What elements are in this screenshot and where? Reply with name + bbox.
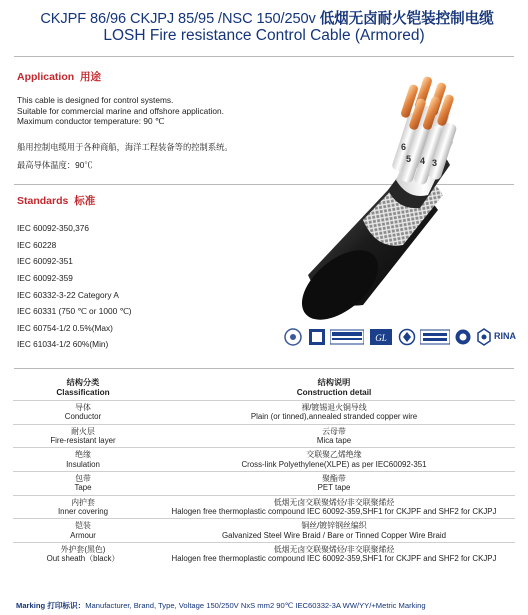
classification-en: Conductor — [64, 412, 102, 422]
header-detail-en: Construction detail — [296, 387, 372, 397]
classification-cell — [13, 448, 153, 472]
detail-en: Plain (or tinned),annealed stranded copper wire — [250, 412, 418, 422]
detail-cn: 聚酯带 — [322, 474, 346, 483]
core-label: 5 — [406, 154, 412, 164]
header-classification-cn: 结构分类 — [66, 378, 100, 388]
page-subtitle: LOSH Fire resistance Control Cable (Armored) — [103, 27, 425, 44]
application-line-cn: 船用控制电缆用于各种商船，海洋工程装备等的控制系统。 — [17, 142, 233, 152]
classification-cn: 外护套(黑色) — [60, 545, 106, 555]
table-row — [13, 448, 515, 472]
table-header-classification — [13, 375, 153, 401]
gl-logo-icon — [370, 327, 392, 347]
table-row — [13, 472, 515, 496]
classification-cell — [13, 495, 153, 519]
classification-cn: 内护套 — [71, 497, 95, 507]
standard-item: IEC 60754-1/2 0.5%(Max) — [17, 323, 113, 333]
ccs-logo-icon — [282, 327, 304, 347]
title-chinese: 低烟无卤耐火铠装控制电缆 — [319, 11, 494, 27]
table-row — [13, 495, 515, 519]
classification-cn: 耐火层 — [71, 426, 95, 436]
table-header-row — [13, 375, 515, 401]
classification-cn: 导体 — [75, 402, 91, 412]
core-label: 3 — [432, 158, 438, 168]
detail-en: Mica tape — [316, 436, 352, 446]
classification-cell — [13, 472, 153, 496]
application-line: Suitable for commercial marine and offshore application. — [17, 105, 224, 116]
classification-cn: 绝缘 — [75, 450, 91, 460]
detail-cell — [153, 448, 515, 472]
standards-heading-en: Standards — [17, 195, 69, 207]
detail-cn: 裸/镀锡退火铜导线 — [301, 402, 367, 412]
classification-cell — [13, 401, 153, 425]
classification-cn: 包带 — [75, 474, 91, 483]
table-row — [13, 424, 515, 448]
classification-en: Fire-resistant layer — [50, 436, 116, 446]
standard-item: IEC 60331 (750 ℃ or 1000 ℃) — [17, 306, 132, 316]
application-heading-cn: 用途 — [80, 71, 102, 83]
header-classification-en: Classification — [56, 387, 110, 397]
core-label: 4 — [420, 156, 426, 166]
application-line: Maximum conductor temperature: 90 ℃ — [17, 116, 165, 127]
lr-logo-icon — [308, 327, 326, 347]
lloyds-register-logo-icon — [420, 327, 450, 347]
gl-logo-text: GL — [375, 333, 387, 343]
abs-logo-icon — [330, 327, 364, 347]
header-detail-cn: 结构说明 — [317, 378, 351, 388]
standard-item: IEC 60092-351 — [17, 256, 73, 266]
application-heading — [17, 69, 101, 84]
detail-cn: 低烟无卤交联聚烯烃/非交联聚烯烃 — [273, 545, 395, 555]
detail-en: Galvanized Steel Wire Braid / Bare or Tinned Copper Wire Braid — [221, 530, 447, 540]
classification-en: Inner covering — [57, 507, 108, 517]
detail-cell — [153, 401, 515, 425]
detail-cn: 交联聚乙烯绝缘 — [306, 450, 362, 460]
application-line-cn: 最高导体温度：90℃ — [17, 160, 93, 170]
rina-label: RINA — [494, 331, 516, 341]
detail-en: Cross-link Polyethylene(XLPE) as per IEC60092-351 — [241, 459, 427, 469]
detail-cell — [153, 424, 515, 448]
core-label: 6 — [401, 142, 407, 152]
detail-cn: 铜丝/镀锌钢丝编织 — [301, 521, 367, 531]
classification-en: Insulation — [66, 459, 100, 469]
table-header-detail — [153, 375, 515, 401]
standard-item: IEC 60092-359 — [17, 273, 73, 283]
rina-logo-icon — [476, 327, 492, 347]
application-text — [17, 95, 224, 127]
detail-cell — [153, 519, 515, 543]
title-model-codes: CKJPF 86/96 CKJPJ 85/95 /NSC 150/250v — [40, 11, 316, 27]
divider — [14, 368, 514, 369]
table-row — [13, 401, 515, 425]
table-row — [13, 543, 515, 566]
classification-cn: 铠装 — [75, 521, 91, 531]
page-title — [12, 7, 522, 28]
kr-logo-icon — [454, 327, 472, 347]
marking-text: Manufacturer, Brand, Type, Voltage 150/250V NxS mm2 90℃ IEC60332-3A WW/YY/+Metric Marking — [85, 601, 426, 610]
standard-item: IEC 61034-1/2 60%(Min) — [17, 339, 109, 349]
detail-cell — [153, 472, 515, 496]
detail-cell — [153, 495, 515, 519]
detail-cn: 云母带 — [322, 426, 346, 436]
marking-line — [16, 600, 426, 611]
standards-heading — [17, 193, 95, 208]
application-heading-en: Application — [17, 71, 75, 83]
bv-logo-icon — [398, 327, 416, 347]
detail-en: PET tape — [317, 483, 351, 493]
standard-item: IEC 60228 — [17, 240, 57, 250]
detail-cn: 低烟无卤交联聚烯烃/非交联聚烯烃 — [273, 497, 395, 507]
detail-cell — [153, 543, 515, 566]
detail-en: Halogen free thermoplastic compound IEC 60092-359,SHF1 for CKJPF and SHF2 for CKJPJ — [171, 507, 497, 517]
table-row — [13, 519, 515, 543]
marking-label: Marking 打印标识： — [16, 601, 86, 610]
standard-item: IEC 60332-3-22 Category A — [17, 290, 119, 300]
classification-en: Armour — [70, 530, 96, 540]
certification-logos — [282, 327, 522, 349]
application-text-cn — [17, 138, 233, 174]
classification-cell — [13, 543, 153, 566]
classification-en: Out sheath（black） — [46, 554, 120, 564]
cable-cross-section-image — [268, 70, 518, 320]
detail-en: Halogen free thermoplastic compound IEC 60092-359,SHF1 for CKJPF and SHF2 for CKJPJ — [171, 554, 497, 564]
construction-table — [13, 375, 515, 566]
standards-heading-cn: 标准 — [74, 195, 96, 207]
classification-cell — [13, 519, 153, 543]
standard-item: IEC 60092-350,376 — [17, 223, 89, 233]
classification-en: Tape — [74, 483, 92, 493]
classification-cell — [13, 424, 153, 448]
application-line: This cable is designed for control systems. — [17, 95, 174, 105]
divider — [14, 56, 514, 57]
